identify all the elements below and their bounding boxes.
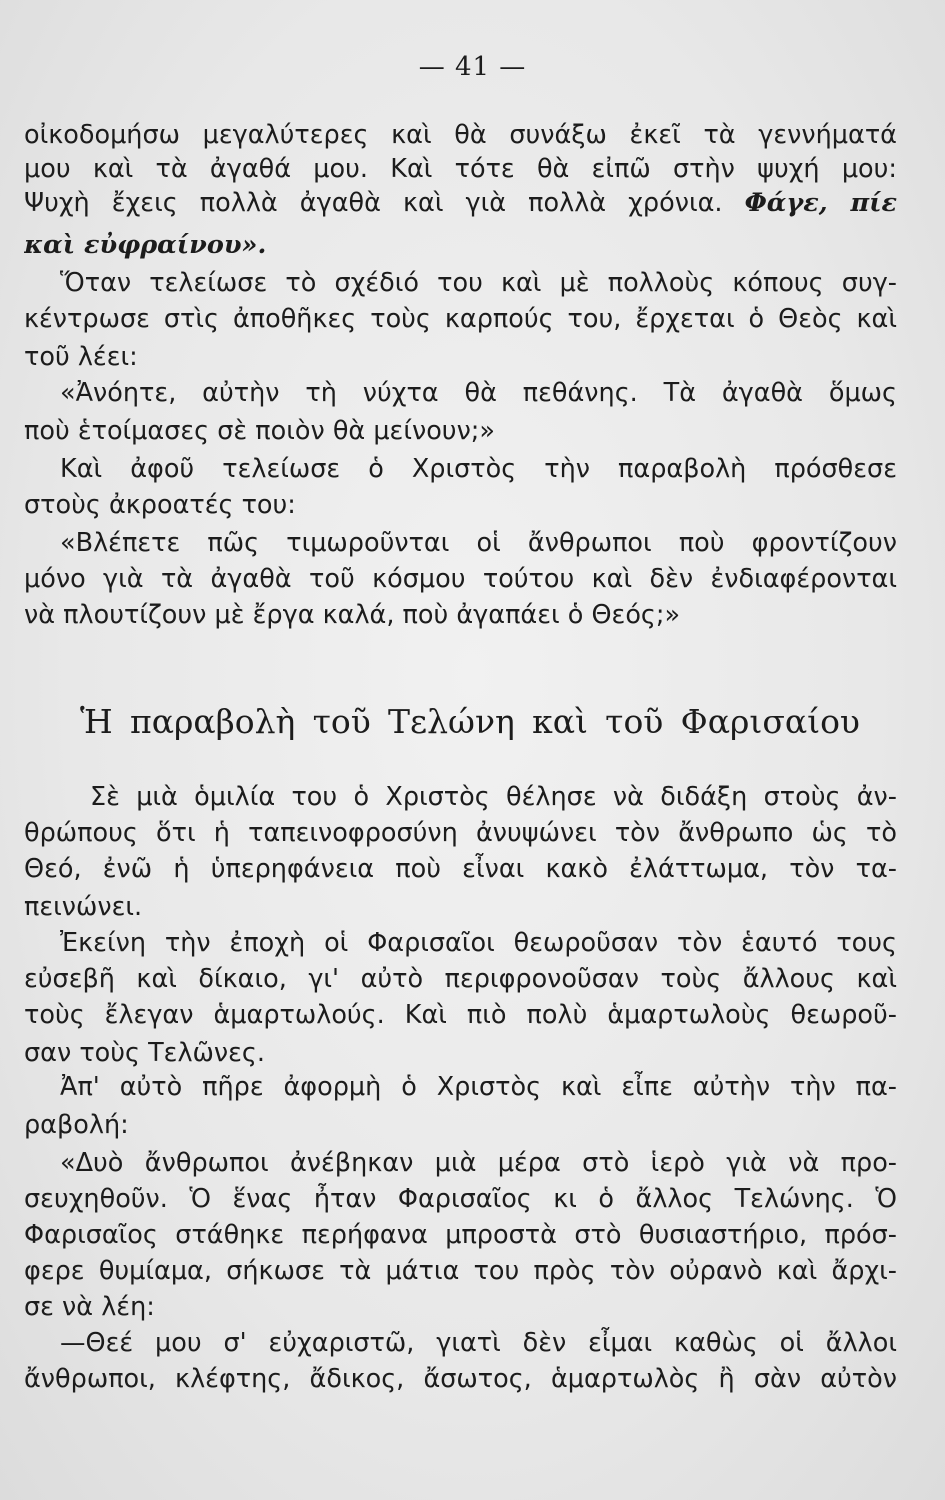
text-line: ποὺ ἑτοίμασες σὲ ποιὸν θὰ μείνουν;» bbox=[24, 416, 496, 446]
text-line: κέντρωσε στὶς ἀποθῆκες τοὺς καρπούς του, ἔρχεται ὁ Θεὸς καὶ bbox=[24, 304, 897, 334]
text-line: στοὺς ἀκροατές του: bbox=[24, 490, 296, 520]
text-line: σε νὰ λέη: bbox=[24, 1292, 155, 1322]
text-line bbox=[24, 186, 897, 220]
text-line: οἰκοδομήσω μεγαλύτερες καὶ θὰ συνάξω ἐκεῖ τὰ γεννήματά bbox=[24, 120, 897, 150]
emphasis-text: καὶ εὐφραίνου». bbox=[24, 230, 267, 260]
text-line: «Βλέπετε πῶς τιμωροῦνται οἱ ἄνθρωποι ποὺ φροντίζουν bbox=[60, 528, 897, 558]
text-line: «Ἀνόητε, αὐτὴν τὴ νύχτα θὰ πεθάνης. Τὰ ἀγαθὰ ὅμως bbox=[60, 378, 897, 408]
text-line: Ὅταν τελείωσε τὸ σχέδιό του καὶ μὲ πολλοὺς κόπους συγ- bbox=[60, 268, 897, 298]
text-line: —Θεέ μου σ' εὐχαριστῶ, γιατὶ δὲν εἶμαι καθὼς οἱ ἄλλοι bbox=[60, 1328, 897, 1358]
text-line: μόνο γιὰ τὰ ἀγαθὰ τοῦ κόσμου τούτου καὶ δὲν ἐνδιαφέρονται bbox=[24, 564, 897, 594]
text-line: τοῦ λέει: bbox=[24, 342, 138, 372]
text-line: Ἀπ' αὐτὸ πῆρε ἀφορμὴ ὁ Χριστὸς καὶ εἶπε αὐτὴν τὴν πα- bbox=[60, 1072, 897, 1102]
text-run: Ψυχὴ ἔχεις πολλὰ ἀγαθὰ καὶ γιὰ πολλὰ χρόνια. bbox=[24, 188, 723, 218]
text-line: πεινώνει. bbox=[24, 892, 143, 922]
text-line bbox=[24, 228, 897, 262]
text-line: μου καὶ τὰ ἀγαθά μου. Καὶ τότε θὰ εἰπῶ στὴν ψυχή μου: bbox=[24, 154, 897, 184]
text-line: θρώπους ὅτι ἡ ταπεινοφροσύνη ἀνυψώνει τὸν ἄνθρωπο ὡς τὸ bbox=[24, 818, 897, 848]
text-line: νὰ πλουτίζουν μὲ ἔργα καλά, ποὺ ἀγαπάει ὁ Θεός;» bbox=[24, 600, 681, 630]
text-line: φερε θυμίαμα, σήκωσε τὰ μάτια του πρὸς τὸν οὐρανὸ καὶ ἄρχι- bbox=[24, 1256, 897, 1286]
emphasis-text: Φάγε, πίε bbox=[744, 188, 897, 218]
text-line: Φαρισαῖος στάθηκε περήφανα μπροστὰ στὸ θυσιαστήριο, πρόσ- bbox=[24, 1220, 897, 1250]
section-heading: Ἡ παραβολὴ τοῦ Τελώνη καὶ τοῦ Φαρισαίου bbox=[80, 702, 860, 741]
text-line: «Δυὸ ἄνθρωποι ἀνέβηκαν μιὰ μέρα στὸ ἱερὸ γιὰ νὰ προ- bbox=[60, 1148, 897, 1178]
text-line: ἄνθρωποι, κλέφτης, ἄδικος, ἄσωτος, ἁμαρτωλὸς ἢ σὰν αὐτὸν bbox=[24, 1364, 897, 1394]
text-line: τοὺς ἔλεγαν ἁμαρτωλούς. Καὶ πιὸ πολὺ ἁμαρτωλοὺς θεωροῦ- bbox=[24, 1000, 897, 1030]
text-line: ραβολή: bbox=[24, 1110, 129, 1140]
page-number: — 41 — bbox=[418, 52, 527, 82]
text-line: σαν τοὺς Τελῶνες. bbox=[24, 1038, 266, 1068]
text-line: σευχηθοῦν. Ὁ ἕνας ἦταν Φαρισαῖος κι ὁ ἄλλος Τελώνης. Ὁ bbox=[24, 1184, 897, 1214]
text-line: Καὶ ἀφοῦ τελείωσε ὁ Χριστὸς τὴν παραβολὴ πρόσθεσε bbox=[60, 454, 897, 484]
text-line: Θεό, ἐνῶ ἡ ὑπερηφάνεια ποὺ εἶναι κακὸ ἐλάττωμα, τὸν τα- bbox=[24, 854, 897, 884]
text-line: Ἐκείνη τὴν ἐποχὴ οἱ Φαρισαῖοι θεωροῦσαν τὸν ἑαυτό τους bbox=[60, 928, 897, 958]
text-line: εὐσεβῆ καὶ δίκαιο, γι' αὐτὸ περιφρονοῦσαν τοὺς ἄλλους καὶ bbox=[24, 964, 897, 994]
text-line: Σὲ μιὰ ὁμιλία του ὁ Χριστὸς θέλησε νὰ διδάξη στοὺς ἀν- bbox=[90, 782, 897, 812]
